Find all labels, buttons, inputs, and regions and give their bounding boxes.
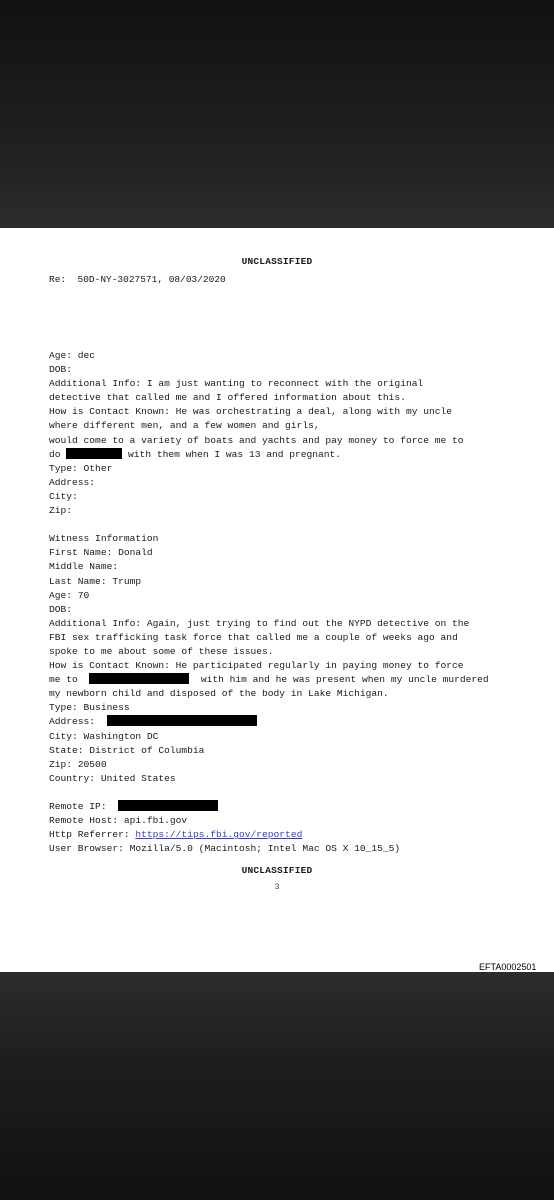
zip-line: Zip:: [49, 505, 73, 517]
remote-ip-line: [49, 800, 539, 814]
additional-info-line: Additional Info: Again, just trying to find out the NYPD detective on the: [49, 617, 470, 629]
city-line: City: Washington DC: [49, 730, 159, 742]
contact-known-line: How is Contact Known: He was orchestrating a deal, along with my uncle: [49, 406, 453, 418]
bates-number: EFTA0002501: [479, 962, 537, 972]
classification-footer: UNCLASSIFIED: [241, 865, 313, 876]
dark-background-top: [0, 0, 554, 228]
referrer-label: Http Referrer:: [49, 829, 130, 841]
middle-name-line: Middle Name:: [49, 561, 119, 573]
referrer-link[interactable]: https://tips.fbi.gov/reported: [135, 829, 303, 841]
age-line: Age: 70: [49, 589, 90, 601]
age-line: Age: dec: [49, 350, 96, 361]
type-line: Type: Business: [49, 702, 130, 714]
redaction-block: [89, 673, 189, 684]
first-name-line: First Name: Donald: [49, 547, 153, 559]
city-line: City:: [49, 490, 78, 502]
reference-line: [49, 274, 226, 285]
dob-line: DOB:: [49, 603, 73, 615]
text-fragment: do: [49, 448, 61, 460]
type-line: Type: Other: [49, 462, 113, 474]
zip-line: Zip: 20500: [49, 758, 107, 770]
text-fragment: me to: [49, 674, 78, 686]
dob-line: DOB:: [49, 364, 73, 376]
remote-ip-label: Remote IP:: [49, 801, 107, 812]
address-line: [49, 715, 539, 729]
additional-info-line: detective that called me and I offered information about this.: [49, 392, 406, 404]
address-label: Address:: [49, 716, 96, 728]
redaction-block: [66, 448, 122, 459]
contact-known-line: would come to a variety of boats and yachts and pay money to force me to: [49, 434, 464, 446]
user-browser-line: User Browser: Mozilla/5.0 (Macintosh; Intel Mac OS X 10_15_5): [49, 843, 401, 855]
state-line: State: District of Columbia: [49, 744, 205, 756]
address-line: Address:: [49, 476, 96, 488]
classification-header: UNCLASSIFIED: [241, 256, 313, 267]
document-body: [49, 349, 539, 856]
referrer-line: [49, 828, 539, 842]
contact-known-line: [49, 673, 539, 687]
page-number: 3: [274, 882, 280, 892]
contact-known-line: [49, 448, 539, 462]
additional-info-line: spoke to me about some of these issues.: [49, 645, 274, 657]
country-line: Country: United States: [49, 772, 176, 784]
dark-background-bottom: [0, 972, 554, 1200]
remote-host-line: Remote Host: api.fbi.gov: [49, 815, 188, 827]
text-fragment: with them when I was 13 and pregnant.: [128, 448, 342, 460]
redaction-block: [107, 715, 257, 726]
re-value: 50D-NY-3027571, 08/03/2020: [77, 274, 226, 285]
additional-info-line: FBI sex trafficking task force that called me a couple of weeks ago and: [49, 631, 458, 643]
contact-known-line: my newborn child and disposed of the body in Lake Michigan.: [49, 688, 389, 700]
document-page: [0, 228, 554, 972]
re-label: Re:: [49, 274, 67, 285]
text-fragment: with him and he was present when my uncle murdered: [200, 674, 489, 686]
additional-info-line: Additional Info: I am just wanting to reconnect with the original: [49, 378, 424, 390]
witness-info-title: Witness Information: [49, 533, 159, 545]
last-name-line: Last Name: Trump: [49, 575, 142, 587]
contact-known-line: How is Contact Known: He participated regularly in paying money to force: [49, 660, 464, 672]
contact-known-line: where different men, and a few women and girls,: [49, 420, 320, 432]
redaction-block: [118, 800, 218, 811]
